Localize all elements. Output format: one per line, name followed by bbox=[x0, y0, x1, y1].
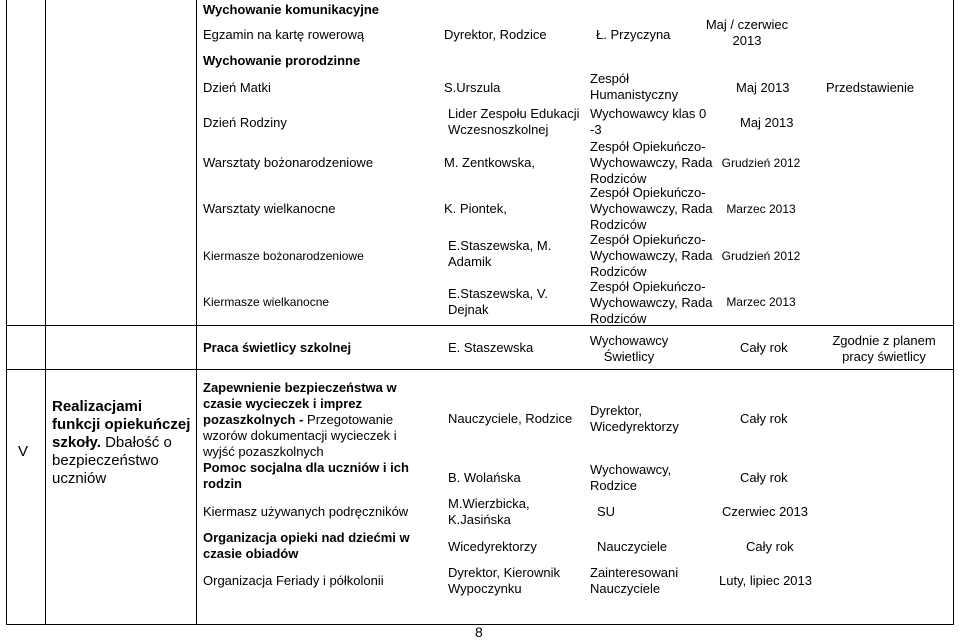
activity-date: Grudzień 2012 bbox=[721, 156, 801, 170]
activity-name: Organizacja opieki nad dziećmi w czasie obiadów bbox=[203, 530, 410, 561]
activity-date: Cały rok bbox=[740, 470, 788, 485]
activity-participants: Nauczyciele, Rodzice bbox=[448, 411, 573, 426]
activity-participants: Dyrektor, Rodzice bbox=[444, 27, 547, 42]
activity-name: Praca świetlicy szkolnej bbox=[203, 340, 352, 355]
activity-name bbox=[203, 380, 418, 460]
activity-date: Czerwiec 2013 bbox=[722, 504, 808, 519]
section-heading: Wychowanie prorodzinne bbox=[203, 53, 361, 68]
activity-participants: E.Staszewska, V. Dejnak bbox=[448, 286, 548, 317]
activity-participants: B. Wolańska bbox=[448, 470, 521, 485]
section-title bbox=[52, 398, 192, 488]
activity-date: Grudzień 2012 bbox=[721, 249, 801, 263]
activity-responsible: Wychowawcy klas 0 -3 bbox=[590, 106, 707, 137]
activity-responsible: Zespół Opiekuńczo-Wychowawczy, Rada Rodziców bbox=[590, 139, 713, 186]
table-border-left bbox=[6, 0, 7, 625]
activity-name: Dzień Rodziny bbox=[203, 115, 287, 130]
section-number: V bbox=[18, 443, 29, 460]
activity-responsible: Zainteresowani Nauczyciele bbox=[590, 565, 679, 596]
activity-participants: E.Staszewska, M. Adamik bbox=[448, 238, 552, 269]
section-heading: Wychowanie komunikacyjne bbox=[203, 2, 380, 17]
activity-responsible: Zespół Humanistyczny bbox=[590, 71, 679, 102]
activity-participants: Lider Zespołu Edukacji Wczesnoszkolnej bbox=[448, 106, 580, 137]
activity-participants: M. Zentkowska, bbox=[444, 155, 536, 170]
activity-participants: Wicedyrektorzy bbox=[448, 539, 537, 554]
table-border-right bbox=[953, 0, 954, 625]
activity-note: Przedstawienie bbox=[826, 80, 915, 95]
activity-responsible: Ł. Przyczyna bbox=[596, 27, 671, 42]
activity-responsible: Zespół Opiekuńczo-Wychowawczy, Rada Rodziców bbox=[590, 279, 713, 326]
activity-date: Maj 2013 bbox=[740, 115, 794, 130]
activity-participants: M.Wierzbicka, K.Jasińska bbox=[448, 496, 530, 527]
table-row-divider bbox=[6, 369, 954, 370]
activity-responsible: Zespół Opiekuńczo-Wychowawczy, Rada Rodziców bbox=[590, 232, 713, 279]
activity-date: Maj 2013 bbox=[736, 80, 790, 95]
activity-date: Maj / czerwiec 2013 bbox=[705, 17, 789, 48]
activity-responsible: Wychowawcy Świetlicy bbox=[589, 333, 669, 364]
activity-responsible: Nauczyciele bbox=[597, 539, 668, 554]
activity-name: Kiermasze wielkanocne bbox=[203, 295, 330, 309]
activity-responsible: SU bbox=[597, 504, 616, 519]
activity-participants: E. Staszewska bbox=[448, 340, 534, 355]
activity-participants: K. Piontek, bbox=[444, 201, 507, 216]
activity-date: Cały rok bbox=[740, 340, 788, 355]
table-border-col2 bbox=[196, 0, 197, 625]
activity-name-bold: Zapewnienie bezpieczeństwa w czasie wycieczek i imprez pozaszkolnych - bbox=[203, 380, 397, 427]
activity-participants: Dyrektor, Kierownik Wypoczynku bbox=[448, 565, 560, 596]
table-row-divider bbox=[6, 325, 954, 326]
activity-name: Pomoc socjalna dla uczniów i ich rodzin bbox=[203, 460, 409, 491]
activity-responsible: Dyrektor, Wicedyrektorzy bbox=[590, 403, 679, 434]
activity-name: Kiermasz używanych podręczników bbox=[203, 504, 409, 519]
activity-note: Zgodnie z planem pracy świetlicy bbox=[832, 333, 936, 364]
activity-name-rest: Przegotowanie wzorów dokumentacji wycieczek i wyjść pozaszkolnych bbox=[203, 412, 397, 459]
activity-date: Cały rok bbox=[746, 539, 794, 554]
activity-name: Egzamin na kartę rowerową bbox=[203, 27, 365, 42]
activity-name: Organizacja Feriady i półkolonii bbox=[203, 573, 384, 588]
activity-date: Marzec 2013 bbox=[726, 202, 796, 216]
activity-name: Warsztaty wielkanocne bbox=[203, 201, 336, 216]
activity-participants: S.Urszula bbox=[444, 80, 501, 95]
activity-date: Cały rok bbox=[740, 411, 788, 426]
activity-name: Warsztaty bożonarodzeniowe bbox=[203, 155, 374, 170]
activity-date: Luty, lipiec 2013 bbox=[719, 573, 812, 588]
activity-responsible: Wychowawcy, Rodzice bbox=[590, 462, 672, 493]
section-title-bold: Realizacjami funkcji opiekuńczej szkoły. bbox=[52, 398, 191, 451]
section-title-rest: Dbałość o bezpieczeństwo uczniów bbox=[52, 434, 172, 487]
activity-name: Kiermasze bożonarodzeniowe bbox=[203, 249, 364, 263]
activity-name: Dzień Matki bbox=[203, 80, 271, 95]
page-number: 8 bbox=[475, 624, 483, 640]
activity-date: Marzec 2013 bbox=[726, 295, 796, 309]
table-border-col1 bbox=[45, 0, 46, 625]
activity-responsible: Zespół Opiekuńczo-Wychowawczy, Rada Rodziców bbox=[590, 185, 713, 232]
